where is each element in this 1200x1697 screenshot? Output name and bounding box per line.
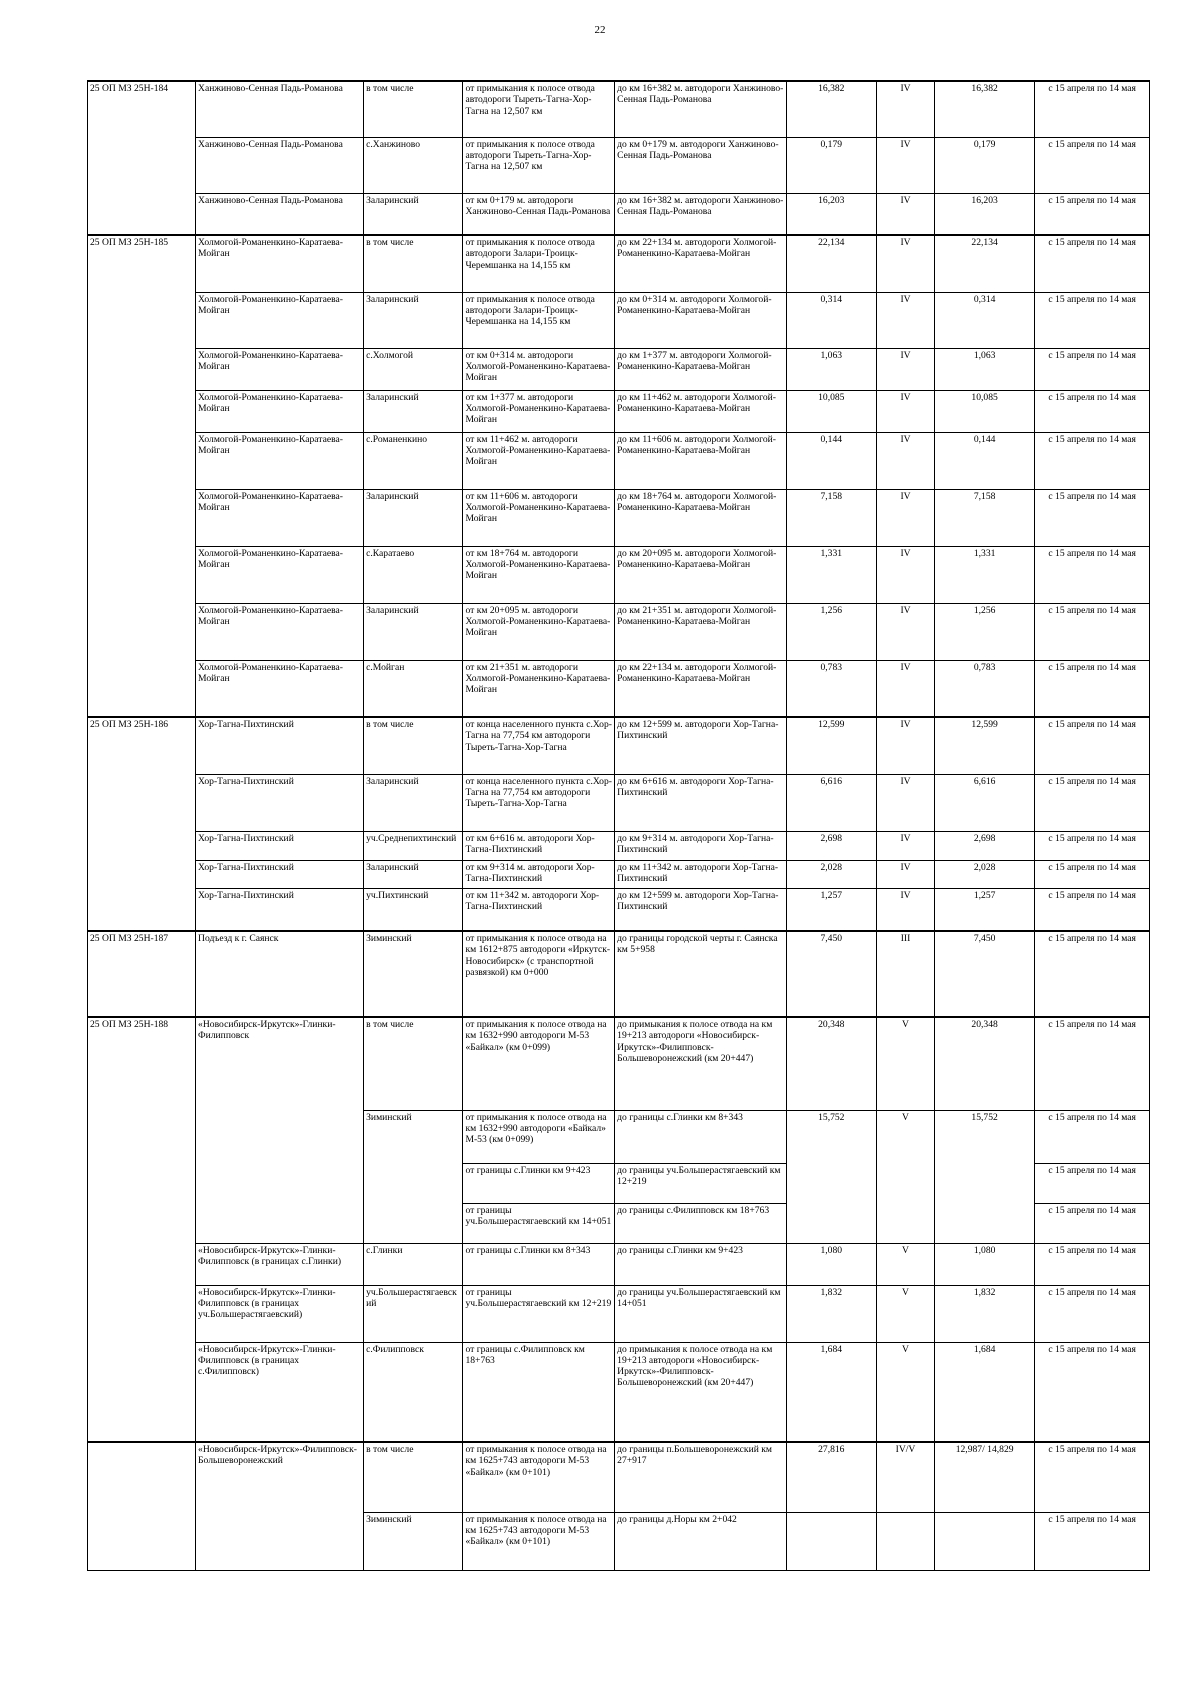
to-point: до км 16+382 м. автодороги Ханжиново-Сенная Падь-Романова — [615, 81, 786, 137]
from-point: от примыкания к полосе отвода автодороги Залари-Троицк-Черемшанка на 14,155 км — [463, 292, 615, 348]
from-point: от границы уч.Большерастягаевский км 12+219 — [463, 1285, 615, 1342]
from-point: от км 9+314 м. автодороги Хор-Тагна-Пихтинский — [463, 860, 615, 888]
district: с.Глинки — [364, 1243, 463, 1285]
length-limited: 12,987/ 14,829 — [934, 1442, 1034, 1512]
table-row — [88, 774, 1150, 831]
length-limited: 7,158 — [934, 489, 1034, 546]
table-row — [88, 81, 1150, 137]
category: V — [877, 1285, 935, 1342]
district: в том числе — [364, 1017, 463, 1110]
restriction-period: с 15 апреля по 14 мая — [1035, 1442, 1150, 1512]
category: V — [877, 1017, 935, 1110]
from-point: от км 21+351 м. автодороги Холмогой-Романенкино-Каратаева-Мойган — [463, 660, 615, 717]
table-row — [88, 888, 1150, 931]
from-point: от примыкания к полосе отвода на км 1632+990 автодороги М-53 «Байкал» (км 0+099) — [463, 1017, 615, 1110]
table-row — [88, 292, 1150, 348]
restriction-period: с 15 апреля по 14 мая — [1035, 1285, 1150, 1342]
length-limited: 16,382 — [934, 81, 1034, 137]
length: 12,599 — [786, 717, 877, 774]
road-name: Холмогой-Романенкино-Каратаева-Мойган — [196, 348, 364, 390]
restriction-period: с 15 апреля по 14 мая — [1035, 774, 1150, 831]
district: Заларинский — [364, 193, 463, 235]
table-row — [88, 1017, 1150, 1110]
district: с.Холмогой — [364, 348, 463, 390]
category: IV — [877, 774, 935, 831]
length-limited — [934, 1512, 1034, 1570]
road-name: Холмогой-Романенкино-Каратаева-Мойган — [196, 603, 364, 660]
category: V — [877, 1342, 935, 1442]
category: IV — [877, 888, 935, 931]
to-point: до примыкания к полосе отвода на км 19+213 автодороги «Новосибирск-Иркутск»-Филипповск-Большеворонежский (км 20+447) — [615, 1342, 786, 1442]
category: IV — [877, 432, 935, 489]
road-name: Холмогой-Романенкино-Каратаева-Мойган — [196, 292, 364, 348]
road-name: Хор-Тагна-Пихтинский — [196, 717, 364, 774]
road-name: «Новосибирск-Иркутск»-Глинки-Филипповск (в границах с.Глинки) — [196, 1243, 364, 1285]
to-point: до км 11+606 м. автодороги Холмогой-Романенкино-Каратаева-Мойган — [615, 432, 786, 489]
district: Заларинский — [364, 489, 463, 546]
from-point: от примыкания к полосе отвода автодороги Тыреть-Тагна-Хор-Тагна на 12,507 км — [463, 137, 615, 193]
to-point: до границы уч.Большерастягаевский км 14+051 — [615, 1285, 786, 1342]
from-point: от примыкания к полосе отвода на км 1632+990 автодороги «Байкал» М-53 (км 0+099) — [463, 1110, 615, 1163]
category: IV — [877, 660, 935, 717]
length-limited: 2,698 — [934, 831, 1034, 860]
from-point: от примыкания к полосе отвода автодороги Залари-Троицк-Черемшанка на 14,155 км — [463, 235, 615, 292]
table-row — [88, 831, 1150, 860]
length-limited: 15,752 — [934, 1110, 1034, 1243]
length: 0,179 — [786, 137, 877, 193]
restriction-period: с 15 апреля по 14 мая — [1035, 888, 1150, 931]
to-point: до км 11+462 м. автодороги Холмогой-Романенкино-Каратаева-Мойган — [615, 390, 786, 432]
road-name: Холмогой-Романенкино-Каратаева-Мойган — [196, 390, 364, 432]
road-name: «Новосибирск-Иркутск»-Глинки-Филипповск — [196, 1017, 364, 1243]
to-point: до границы уч.Большерастягаевский км 12+219 — [615, 1163, 786, 1203]
restriction-period: с 15 апреля по 14 мая — [1035, 1163, 1150, 1203]
district: в том числе — [364, 81, 463, 137]
restriction-period: с 15 апреля по 14 мая — [1035, 235, 1150, 292]
restriction-period: с 15 апреля по 14 мая — [1035, 931, 1150, 1017]
category: III — [877, 931, 935, 1017]
restriction-period: с 15 апреля по 14 мая — [1035, 831, 1150, 860]
restriction-period: с 15 апреля по 14 мая — [1035, 1512, 1150, 1570]
category: IV — [877, 717, 935, 774]
length: 15,752 — [786, 1110, 877, 1243]
page-number: 22 — [594, 24, 606, 36]
category: IV — [877, 489, 935, 546]
district: Зиминский — [364, 1512, 463, 1570]
length-limited: 10,085 — [934, 390, 1034, 432]
table-row — [88, 235, 1150, 292]
restriction-period: с 15 апреля по 14 мая — [1035, 603, 1150, 660]
category: IV — [877, 137, 935, 193]
from-point: от конца населенного пункта с.Хор-Тагна на 77,754 км автодороги Тыреть-Тагна-Хор-Тагна — [463, 717, 615, 774]
length-limited: 12,599 — [934, 717, 1034, 774]
to-point: до км 18+764 м. автодороги Холмогой-Романенкино-Каратаева-Мойган — [615, 489, 786, 546]
from-point: от км 11+462 м. автодороги Холмогой-Романенкино-Каратаева-Мойган — [463, 432, 615, 489]
category — [877, 1512, 935, 1570]
restriction-period: с 15 апреля по 14 мая — [1035, 1342, 1150, 1442]
table-row — [88, 348, 1150, 390]
from-point: от км 0+314 м. автодороги Холмогой-Романенкино-Каратаева-Мойган — [463, 348, 615, 390]
district: Заларинский — [364, 603, 463, 660]
road-name: «Новосибирск-Иркутск»-Глинки-Филипповск (в границах с.Филипповск) — [196, 1342, 364, 1442]
district: уч.Пихтинский — [364, 888, 463, 931]
length-limited: 1,257 — [934, 888, 1034, 931]
district: с.Филипповск — [364, 1342, 463, 1442]
table-row — [88, 489, 1150, 546]
to-point: до км 9+314 м. автодороги Хор-Тагна-Пихтинский — [615, 831, 786, 860]
road-name: Ханжиново-Сенная Падь-Романова — [196, 137, 364, 193]
from-point: от примыкания к полосе отвода автодороги Тыреть-Тагна-Хор-Тагна на 12,507 км — [463, 81, 615, 137]
from-point: от границы уч.Большерастягаевский км 14+051 — [463, 1203, 615, 1243]
restriction-period: с 15 апреля по 14 мая — [1035, 348, 1150, 390]
length-limited: 20,348 — [934, 1017, 1034, 1110]
length: 0,144 — [786, 432, 877, 489]
table-row — [88, 660, 1150, 717]
length-limited: 0,179 — [934, 137, 1034, 193]
length-limited: 1,256 — [934, 603, 1034, 660]
length-limited: 7,450 — [934, 931, 1034, 1017]
table-row — [88, 390, 1150, 432]
road-code: 25 ОП МЗ 25Н-186 — [88, 717, 196, 931]
restriction-period: с 15 апреля по 14 мая — [1035, 546, 1150, 603]
category: V — [877, 1243, 935, 1285]
road-name: Холмогой-Романенкино-Каратаева-Мойган — [196, 432, 364, 489]
table-row — [88, 860, 1150, 888]
length: 10,085 — [786, 390, 877, 432]
length: 1,684 — [786, 1342, 877, 1442]
restriction-period: с 15 апреля по 14 мая — [1035, 390, 1150, 432]
category: IV — [877, 390, 935, 432]
restriction-period: с 15 апреля по 14 мая — [1035, 717, 1150, 774]
category: IV/V — [877, 1442, 935, 1512]
length-limited: 0,783 — [934, 660, 1034, 717]
from-point: от примыкания к полосе отвода на км 1625+743 автодороги М-53 «Байкал» (км 0+101) — [463, 1442, 615, 1512]
restriction-period: с 15 апреля по 14 мая — [1035, 1243, 1150, 1285]
district: уч.Большерастягаевский — [364, 1285, 463, 1342]
from-point: от границы с.Глинки км 8+343 — [463, 1243, 615, 1285]
to-point: до км 0+314 м. автодороги Холмогой-Романенкино-Каратаева-Мойган — [615, 292, 786, 348]
district: Заларинский — [364, 390, 463, 432]
length: 2,028 — [786, 860, 877, 888]
to-point: до км 22+134 м. автодороги Холмогой-Романенкино-Каратаева-Мойган — [615, 235, 786, 292]
district: с.Ханжиново — [364, 137, 463, 193]
table-row — [88, 603, 1150, 660]
length-limited: 2,028 — [934, 860, 1034, 888]
to-point: до км 12+599 м. автодороги Хор-Тагна-Пихтинский — [615, 717, 786, 774]
length: 1,063 — [786, 348, 877, 390]
restriction-period: с 15 апреля по 14 мая — [1035, 81, 1150, 137]
length-limited: 0,144 — [934, 432, 1034, 489]
from-point: от км 20+095 м. автодороги Холмогой-Романенкино-Каратаева-Мойган — [463, 603, 615, 660]
restriction-period: с 15 апреля по 14 мая — [1035, 660, 1150, 717]
to-point: до границы с.Глинки км 9+423 — [615, 1243, 786, 1285]
restriction-period: с 15 апреля по 14 мая — [1035, 432, 1150, 489]
table-row — [88, 193, 1150, 235]
road-name: Хор-Тагна-Пихтинский — [196, 860, 364, 888]
to-point: до примыкания к полосе отвода на км 19+213 автодороги «Новосибирск-Иркутск»-Филипповск-Большеворонежский (км 20+447) — [615, 1017, 786, 1110]
road-name: «Новосибирск-Иркутск»-Филипповск-Большеворонежский — [196, 1442, 364, 1570]
road-name: «Новосибирск-Иркутск»-Глинки-Филипповск (в границах уч.Большерастягаевский) — [196, 1285, 364, 1342]
district: в том числе — [364, 717, 463, 774]
road-code: 25 ОП МЗ 25Н-187 — [88, 931, 196, 1017]
from-point: от границы с.Филипповск км 18+763 — [463, 1342, 615, 1442]
category: IV — [877, 193, 935, 235]
road-code — [88, 1442, 196, 1570]
road-name: Хор-Тагна-Пихтинский — [196, 774, 364, 831]
road-name: Ханжиново-Сенная Падь-Романова — [196, 81, 364, 137]
district: с.Романенкино — [364, 432, 463, 489]
road-name: Холмогой-Романенкино-Каратаева-Мойган — [196, 489, 364, 546]
table-row — [88, 717, 1150, 774]
length: 1,832 — [786, 1285, 877, 1342]
restriction-period: с 15 апреля по 14 мая — [1035, 489, 1150, 546]
category: IV — [877, 235, 935, 292]
length: 16,203 — [786, 193, 877, 235]
district: с.Мойган — [364, 660, 463, 717]
to-point: до км 22+134 м. автодороги Холмогой-Романенкино-Каратаева-Мойган — [615, 660, 786, 717]
road-name: Холмогой-Романенкино-Каратаева-Мойган — [196, 546, 364, 603]
category: IV — [877, 546, 935, 603]
district: с.Каратаево — [364, 546, 463, 603]
length: 22,134 — [786, 235, 877, 292]
length: 6,616 — [786, 774, 877, 831]
to-point: до границы городской черты г. Саянска км 5+958 — [615, 931, 786, 1017]
category: IV — [877, 860, 935, 888]
road-code: 25 ОП МЗ 25Н-185 — [88, 235, 196, 717]
to-point: до км 12+599 м. автодороги Хор-Тагна-Пихтинский — [615, 888, 786, 931]
table-row — [88, 1342, 1150, 1442]
district: Заларинский — [364, 860, 463, 888]
road-name: Подъезд к г. Саянск — [196, 931, 364, 1017]
district: Зиминский — [364, 1110, 463, 1243]
road-name: Хор-Тагна-Пихтинский — [196, 888, 364, 931]
length-limited: 1,684 — [934, 1342, 1034, 1442]
restriction-period: с 15 апреля по 14 мая — [1035, 292, 1150, 348]
length-limited: 6,616 — [934, 774, 1034, 831]
length: 2,698 — [786, 831, 877, 860]
to-point: до км 6+616 м. автодороги Хор-Тагна-Пихтинский — [615, 774, 786, 831]
table-row — [88, 137, 1150, 193]
from-point: от примыкания к полосе отвода на км 1612+875 автодороги «Иркутск-Новосибирск» (с транспортной развязкой) км 0+000 — [463, 931, 615, 1017]
length: 0,783 — [786, 660, 877, 717]
restriction-period: с 15 апреля по 14 мая — [1035, 860, 1150, 888]
to-point: до км 20+095 м. автодороги Холмогой-Романенкино-Каратаева-Мойган — [615, 546, 786, 603]
to-point: до границы с.Филипповск км 18+763 — [615, 1203, 786, 1243]
length-limited: 1,331 — [934, 546, 1034, 603]
table-row — [88, 432, 1150, 489]
table-row — [88, 1243, 1150, 1285]
table-row — [88, 1442, 1150, 1512]
to-point: до границы с.Глинки км 8+343 — [615, 1110, 786, 1163]
length-limited: 0,314 — [934, 292, 1034, 348]
length-limited: 22,134 — [934, 235, 1034, 292]
restriction-period: с 15 апреля по 14 мая — [1035, 1110, 1150, 1163]
to-point: до км 16+382 м. автодороги Ханжиново-Сенная Падь-Романова — [615, 193, 786, 235]
length — [786, 1512, 877, 1570]
restriction-period: с 15 апреля по 14 мая — [1035, 137, 1150, 193]
from-point: от км 0+179 м. автодороги Ханжиново-Сенная Падь-Романова — [463, 193, 615, 235]
category: IV — [877, 603, 935, 660]
from-point: от км 18+764 м. автодороги Холмогой-Романенкино-Каратаева-Мойган — [463, 546, 615, 603]
category: IV — [877, 81, 935, 137]
from-point: от границы с.Глинки км 9+423 — [463, 1163, 615, 1203]
from-point: от примыкания к полосе отвода на км 1625+743 автодороги М-53 «Байкал» (км 0+101) — [463, 1512, 615, 1570]
category: IV — [877, 348, 935, 390]
district: в том числе — [364, 235, 463, 292]
district: Заларинский — [364, 292, 463, 348]
table-row — [88, 1285, 1150, 1342]
to-point: до км 21+351 м. автодороги Холмогой-Романенкино-Каратаева-Мойган — [615, 603, 786, 660]
district: Заларинский — [364, 774, 463, 831]
from-point: от км 11+606 м. автодороги Холмогой-Романенкино-Каратаева-Мойган — [463, 489, 615, 546]
length: 27,816 — [786, 1442, 877, 1512]
to-point: до км 0+179 м. автодороги Ханжиново-Сенная Падь-Романова — [615, 137, 786, 193]
length: 0,314 — [786, 292, 877, 348]
length: 7,158 — [786, 489, 877, 546]
length-limited: 1,063 — [934, 348, 1034, 390]
to-point: до границы п.Большеворонежский км 27+917 — [615, 1442, 786, 1512]
from-point: от км 6+616 м. автодороги Хор-Тагна-Пихтинский — [463, 831, 615, 860]
length: 1,331 — [786, 546, 877, 603]
to-point: до км 11+342 м. автодороги Хор-Тагна-Пихтинский — [615, 860, 786, 888]
length: 16,382 — [786, 81, 877, 137]
road-name: Холмогой-Романенкино-Каратаева-Мойган — [196, 660, 364, 717]
length-limited: 16,203 — [934, 193, 1034, 235]
roads-table — [87, 80, 1150, 1571]
road-code: 25 ОП МЗ 25Н-184 — [88, 81, 196, 235]
length: 7,450 — [786, 931, 877, 1017]
road-name: Хор-Тагна-Пихтинский — [196, 831, 364, 860]
district: в том числе — [364, 1442, 463, 1512]
road-name: Ханжиново-Сенная Падь-Романова — [196, 193, 364, 235]
length-limited: 1,080 — [934, 1243, 1034, 1285]
from-point: от км 1+377 м. автодороги Холмогой-Романенкино-Каратаева-Мойган — [463, 390, 615, 432]
length: 20,348 — [786, 1017, 877, 1110]
table-row — [88, 931, 1150, 1017]
from-point: от конца населенного пункта с.Хор-Тагна на 77,754 км автодороги Тыреть-Тагна-Хор-Тагна — [463, 774, 615, 831]
category: V — [877, 1110, 935, 1243]
restriction-period: с 15 апреля по 14 мая — [1035, 1203, 1150, 1243]
table-row — [88, 546, 1150, 603]
length: 1,257 — [786, 888, 877, 931]
restriction-period: с 15 апреля по 14 мая — [1035, 1017, 1150, 1110]
category: IV — [877, 831, 935, 860]
road-name: Холмогой-Романенкино-Каратаева-Мойган — [196, 235, 364, 292]
from-point: от км 11+342 м. автодороги Хор-Тагна-Пихтинский — [463, 888, 615, 931]
district: уч.Среднепихтинский — [364, 831, 463, 860]
to-point: до границы д.Норы км 2+042 — [615, 1512, 786, 1570]
district: Зиминский — [364, 931, 463, 1017]
category: IV — [877, 292, 935, 348]
road-code: 25 ОП МЗ 25Н-188 — [88, 1017, 196, 1442]
to-point: до км 1+377 м. автодороги Холмогой-Романенкино-Каратаева-Мойган — [615, 348, 786, 390]
length: 1,256 — [786, 603, 877, 660]
length: 1,080 — [786, 1243, 877, 1285]
length-limited: 1,832 — [934, 1285, 1034, 1342]
restriction-period: с 15 апреля по 14 мая — [1035, 193, 1150, 235]
